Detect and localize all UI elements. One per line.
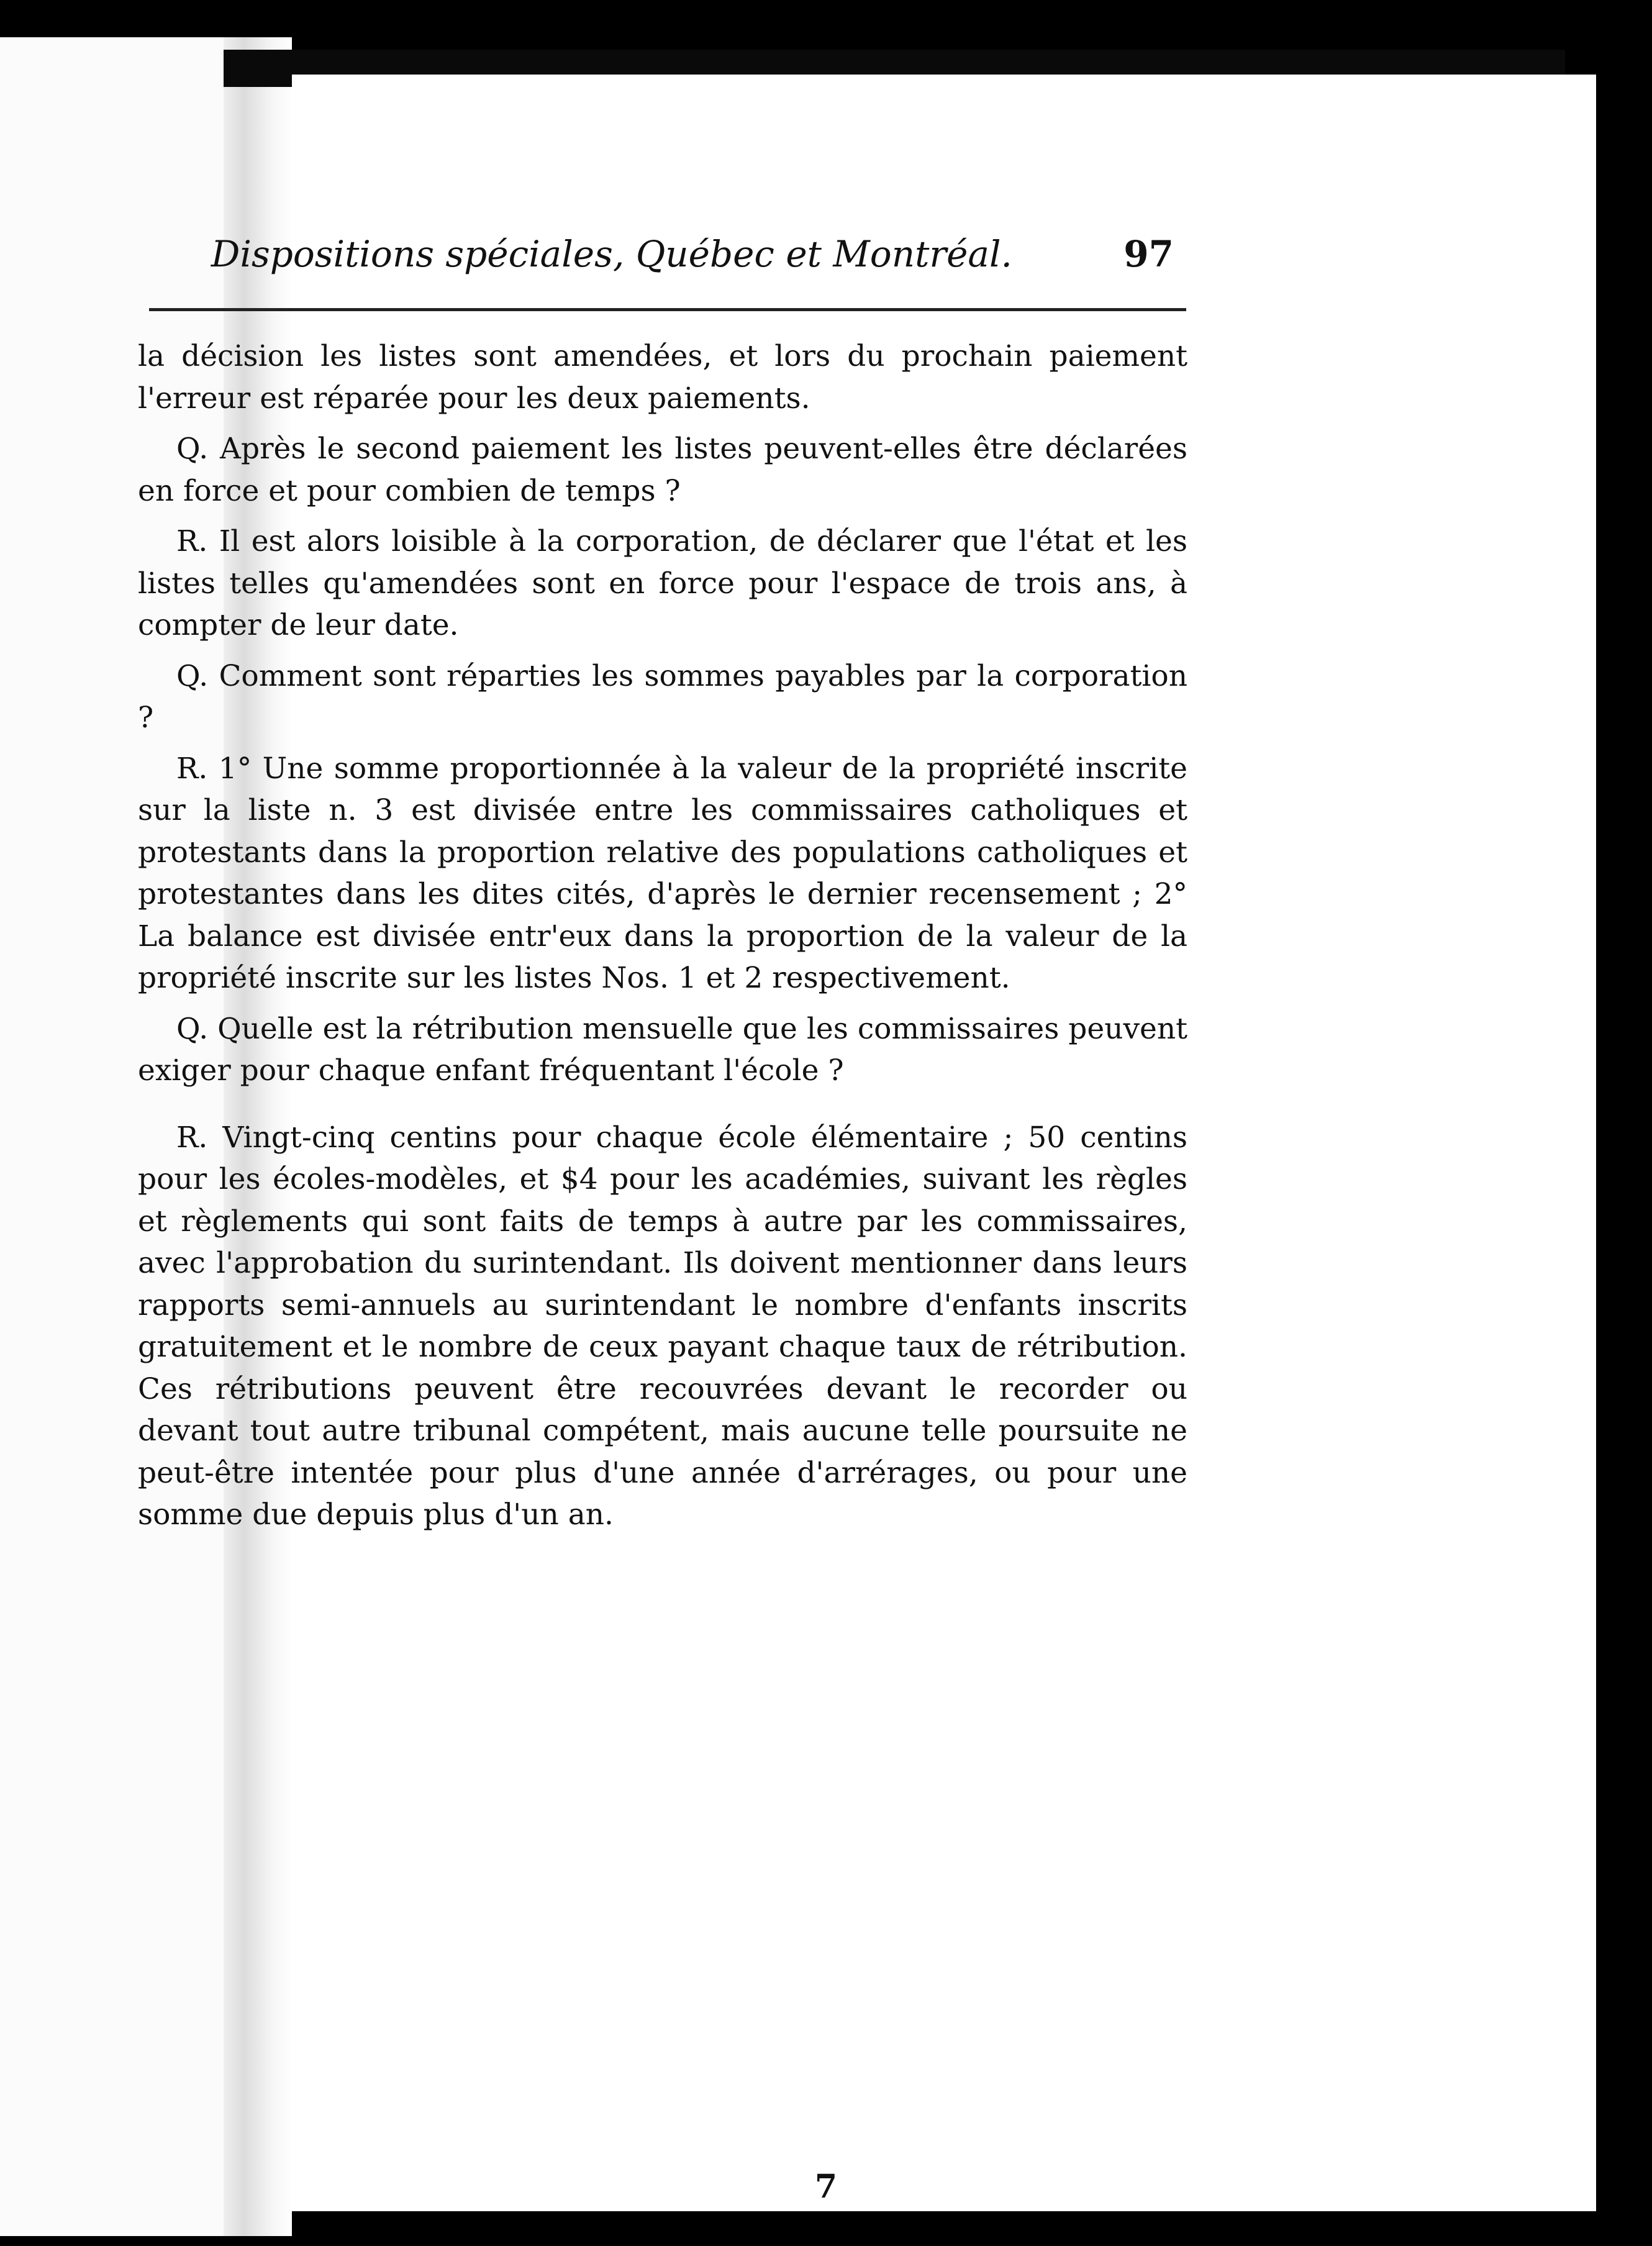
running-head (137, 221, 1174, 289)
answer-paragraph: R. Vingt-cinq centins pour chaque école élémentaire ; 50 centins pour les écoles-modèles, et $4 pour les académies, suivant les règles et règlements qui sont faits de temps à autre par les commissaires, avec l'approbation du surintendant. Ils doivent mentionner dans leurs rapports semi-annuels au surintendant le nombre d'enfants inscrits gratuitement et le nombre de ceux payant chaque taux de rétribution. Ces rétributions peuvent être recouvrées devant le recorder ou devant tout autre tribunal compétent, mais aucune telle poursuite ne peut-être intentée pour plus d'une année d'arrérages, ou pour une somme due depuis plus d'un an. (138, 1120, 1187, 1532)
question-paragraph: Q. Après le second paiement les listes peuvent-elles être déclarées en force et pour combien de temps ? (138, 432, 1187, 508)
paragraph-continuation: la décision les listes sont amendées, et lors du prochain paiement l'erreur est réparée pour les deux paiements. (138, 339, 1187, 416)
running-title: Dispositions spéciales, Québec et Montréal. (211, 233, 1012, 275)
question-paragraph: Q. Comment sont réparties les sommes payables par la corporation ? (138, 658, 1187, 735)
signature-mark: 7 (814, 2168, 838, 2206)
body-text (138, 335, 1187, 1545)
question-paragraph: Q. Quelle est la rétribution mensuelle que les commissaires peuvent exiger pour chaque enfant fréquentant l'école ? (138, 1011, 1187, 1088)
answer-paragraph: R. 1° Une somme proportionnée à la valeur de la propriété inscrite sur la liste n. 3 est divisée entre les commissaires catholiques et protestants dans la proportion relative des populations catholiques et protestantes dans les dites cités, d'après le dernier recensement ; 2° La balance est divisée entr'eux dans la proportion de la valeur de la propriété inscrite sur les listes Nos. 1 et 2 respectivement. (138, 751, 1187, 995)
answer-paragraph: R. Il est alors loisible à la corporation, de déclarer que l'état et les listes telles qu'amendées sont en force pour l'espace de trois ans, à compter de leur date. (138, 524, 1187, 642)
header-rule (149, 308, 1186, 311)
page-number: 97 (1123, 233, 1174, 275)
